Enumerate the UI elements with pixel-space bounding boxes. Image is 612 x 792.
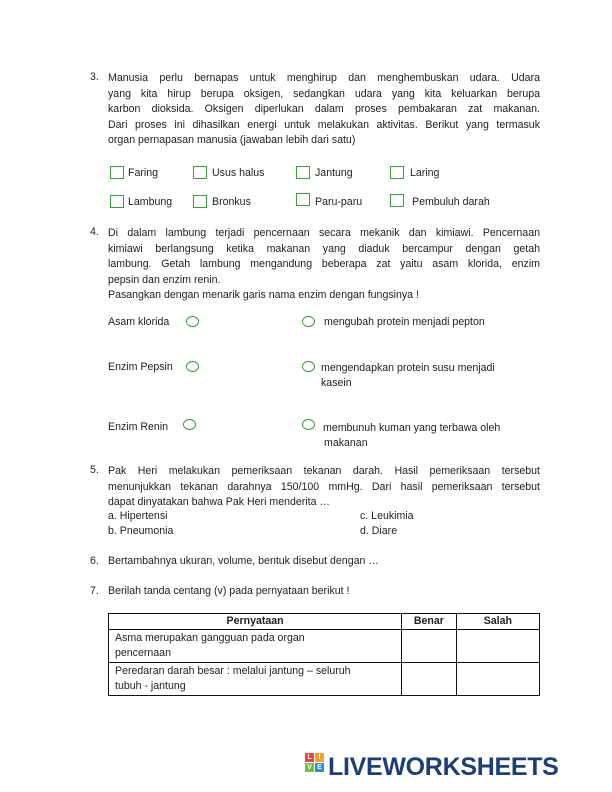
match-left-label: Enzim Pepsin: [108, 361, 173, 373]
question-7-number: 7.: [90, 585, 99, 597]
statement-cell: [109, 630, 402, 663]
q5-line: Pak Heri melakukan pemeriksaan tekanan darah. Hasil pemeriksaan tersebut: [108, 465, 540, 477]
question-3-number: 3.: [90, 71, 99, 83]
q3-line: yang kita hirup berupa oksigen, sedangkan udara yang kita keluarkan berupa: [108, 87, 540, 100]
checkbox-lambung[interactable]: [110, 195, 124, 208]
match-right-dot-kasein[interactable]: [302, 361, 315, 372]
option-label: Jantung: [315, 167, 353, 179]
match-right-line: mengendapkan protein susu menjadi: [321, 362, 495, 374]
salah-cell[interactable]: [456, 663, 539, 696]
q3-line: organ pernapasan manusia (jawaban lebih dari satu): [108, 134, 356, 147]
match-right-dot-kuman[interactable]: [302, 419, 315, 430]
option-label: Pembuluh darah: [412, 196, 490, 208]
table-row: [109, 630, 540, 663]
match-left-dot-asam-klorida[interactable]: [186, 316, 199, 327]
logo-letter-box: L: [305, 753, 314, 762]
q5-option-d[interactable]: d. Diare: [360, 525, 398, 537]
header-pernyataan: Pernyataan: [109, 614, 402, 630]
logo-mark: [305, 753, 324, 782]
checkbox-laring[interactable]: [390, 166, 404, 179]
match-right-label: mengubah protein menjadi pepton: [324, 316, 485, 328]
q5-option-c[interactable]: c. Leukimia: [360, 510, 414, 522]
match-right-dot-pepton[interactable]: [302, 316, 315, 327]
logo-letter-box: V: [305, 763, 314, 772]
checkbox-jantung[interactable]: [296, 166, 310, 179]
q3-line: karbon dioksida. Oksigen diperlukan dalam proses pembakaran zat makanan.: [108, 103, 540, 116]
logo-letter-box: E: [315, 763, 324, 772]
match-left-dot-enzim-renin[interactable]: [183, 419, 196, 430]
checkbox-bronkus[interactable]: [193, 195, 207, 208]
option-label: Paru-paru: [315, 196, 363, 208]
match-left-dot-enzim-pepsin[interactable]: [186, 361, 199, 372]
question-7-text: Berilah tanda centang (v) pada pernyataan berikut !: [108, 585, 350, 597]
question-4-number: 4.: [90, 226, 99, 238]
q4-line: pepsin dan enzim renin.: [108, 273, 221, 286]
option-label: Bronkus: [212, 196, 251, 208]
checkbox-paru-paru[interactable]: [296, 193, 310, 206]
q4-line: kimiawi berlangsung ketika makanan yang diaduk bercampur dengan getah: [108, 242, 540, 255]
q4-line: Pasangkan dengan menarik garis nama enzim dengan fungsinya !: [108, 289, 419, 302]
statement-line: pencernaan: [115, 647, 171, 659]
match-right-label: [321, 361, 495, 391]
option-label: Faring: [128, 167, 159, 179]
statement-cell: [109, 663, 402, 696]
question-4-text: [108, 226, 540, 304]
q3-line: Manusia perlu bernapas untuk menghirup dan menghembuskan udara. Udara: [108, 72, 540, 84]
statement-line: Peredaran darah besar : melalui jantung – seluruh: [115, 665, 351, 677]
match-right-line: kasein: [321, 377, 352, 389]
match-right-label: [323, 421, 500, 451]
question-5-number: 5.: [90, 464, 99, 476]
q5-line: dapat dinyatakan bahwa Pak Heri menderita …: [108, 496, 331, 509]
checkbox-usus-halus[interactable]: [193, 166, 207, 179]
statement-table: [108, 613, 540, 696]
table-row: [109, 663, 540, 696]
match-right-line: makanan: [324, 437, 368, 449]
checkbox-pembuluh-darah[interactable]: [390, 194, 404, 207]
match-left-label: Asam klorida: [108, 316, 170, 328]
liveworksheets-logo: [305, 752, 559, 781]
salah-cell[interactable]: [456, 630, 539, 663]
question-6-number: 6.: [90, 555, 99, 567]
logo-letter-box: I: [315, 753, 324, 762]
benar-cell[interactable]: [402, 630, 457, 663]
q5-line: menunjukkan tekanan darahnya 150/100 mmHg. Dari hasil pemeriksaan tersebut: [108, 480, 540, 493]
option-label: Usus halus: [212, 167, 265, 179]
question-6-text: Bertambahnya ukuran, volume, bentuk disebut dengan …: [108, 555, 379, 567]
q4-line: lambung. Getah lambung mengandung beberapa zat yaitu asam klorida, enzim: [108, 258, 540, 271]
statement-line: tubuh - jantung: [115, 680, 186, 692]
q3-line: Dari proses ini dihasilkan energi untuk melakukan aktivitas. Berikut yang termasuk: [108, 118, 540, 131]
match-left-label: Enzim Renin: [108, 421, 169, 433]
option-label: Laring: [410, 167, 440, 179]
header-salah: Salah: [456, 614, 539, 630]
question-5-text: [108, 464, 540, 511]
question-3-text: [108, 71, 540, 149]
option-label: Lambung: [128, 196, 173, 208]
match-right-line: membunuh kuman yang terbawa oleh: [323, 422, 501, 434]
table-header-row: [109, 614, 540, 630]
logo-text: LIVEWORKSHEETS: [328, 752, 559, 781]
statement-line: Asma merupakan gangguan pada organ: [115, 632, 305, 644]
q5-option-a[interactable]: a. Hipertensi: [108, 510, 168, 522]
q5-option-b[interactable]: b. Pneumonia: [108, 525, 174, 537]
benar-cell[interactable]: [402, 663, 457, 696]
header-benar: Benar: [402, 614, 457, 630]
q4-line: Di dalam lambung terjadi pencernaan secara mekanik dan kimiawi. Pencernaan: [108, 227, 540, 239]
checkbox-faring[interactable]: [110, 166, 124, 179]
